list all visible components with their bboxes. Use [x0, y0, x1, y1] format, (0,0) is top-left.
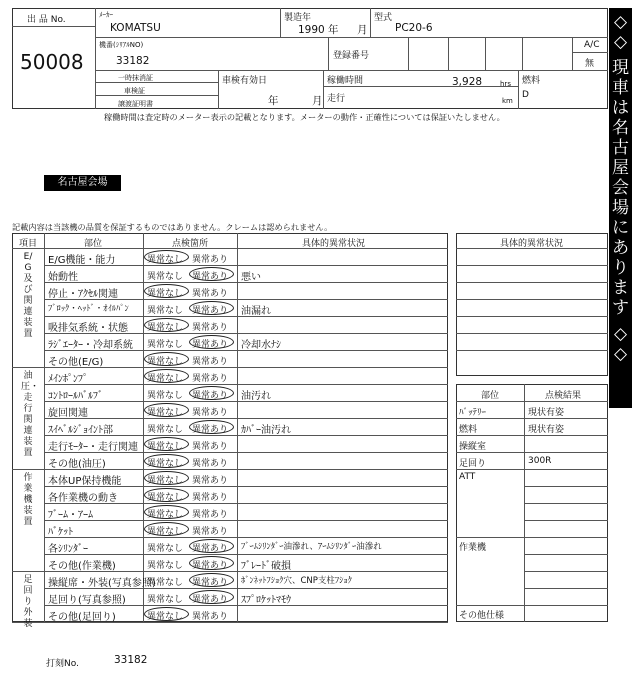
option-ok[interactable]: 異常なし	[147, 289, 184, 299]
selected-mark	[189, 590, 234, 604]
part-label: その他(油圧)	[48, 459, 106, 470]
option-ok[interactable]: 異常なし	[147, 374, 184, 384]
part-label: ｺﾝﾄﾛｰﾙﾊﾞﾙﾌﾞ	[48, 391, 103, 402]
side-row-part: ﾊﾞｯﾃﾘｰ	[459, 408, 487, 418]
group-label: 足回り外装	[23, 575, 33, 629]
part-label: 操縦席・外装(写真参照)	[48, 578, 156, 589]
reg-label: 登録番号	[333, 51, 370, 61]
option-ng[interactable]: 異常あり	[192, 255, 229, 265]
option-ng[interactable]: 異常あり	[192, 323, 229, 333]
option-ng[interactable]: 異常あり	[192, 476, 229, 486]
part-label: 各ｼﾘﾝﾀﾞｰ	[48, 544, 88, 555]
banner-char: 屋	[612, 158, 629, 178]
inspect-label: 車検有効日	[222, 76, 268, 86]
side-other-label: その他仕様	[459, 611, 505, 621]
banner-char: す	[612, 298, 629, 318]
banner-char: あ	[612, 238, 629, 258]
selected-mark	[189, 301, 234, 315]
selected-mark	[189, 386, 234, 400]
selected-mark	[144, 250, 189, 264]
selected-mark	[189, 335, 234, 349]
option-ok[interactable]: 異常なし	[147, 510, 184, 520]
side-col-part: 部位	[481, 391, 500, 401]
detail-text: 悪い	[241, 272, 261, 283]
option-ng[interactable]: 異常あり	[192, 374, 229, 384]
option-ok[interactable]: 異常なし	[147, 425, 184, 435]
hours-value: 3,928	[452, 76, 483, 88]
option-ng[interactable]: 異常あり	[192, 578, 229, 588]
inspect-year-unit: 年	[268, 95, 279, 107]
banner-char: 車	[612, 78, 629, 98]
travel-label: 走行	[327, 94, 346, 104]
option-ok[interactable]: 異常なし	[147, 255, 184, 265]
part-label: E/G機能・能力	[48, 255, 116, 266]
year-month-unit: 月	[357, 24, 368, 36]
side-row-result: 現状有姿	[528, 425, 565, 435]
option-ng[interactable]: 異常あり	[192, 493, 229, 503]
banner-char: は	[612, 98, 629, 118]
fuel-label: 燃料	[522, 76, 541, 86]
part-label: 足回り(写真参照)	[48, 595, 126, 606]
option-ok[interactable]: 異常なし	[147, 476, 184, 486]
part-label: その他(足回り)	[48, 612, 116, 623]
detail-text: ﾎﾞﾝﾈｯﾄﾌｼｮｸ穴、CNP支柱ﾌｼｮｸ	[241, 576, 352, 586]
side-row-part: 足回り	[459, 459, 487, 469]
model-label: 型式	[374, 13, 393, 23]
selected-mark	[144, 352, 189, 366]
selected-mark	[189, 556, 234, 570]
option-ok[interactable]: 異常なし	[147, 323, 184, 333]
banner-char: 会	[612, 178, 629, 198]
detail-text: 冷却水ﾅｼ	[241, 340, 281, 351]
selected-mark	[144, 437, 189, 451]
side-row-part: 操縦室	[459, 442, 487, 452]
detail-text: ｽﾌﾟﾛｹｯﾄﾏﾓｳ	[241, 595, 291, 606]
detail-text: 油汚れ	[241, 391, 271, 402]
side-row-result: 300R	[528, 456, 552, 466]
option-ok[interactable]: 異常なし	[147, 578, 184, 588]
km-unit: km	[502, 97, 513, 105]
ac-value: 無	[585, 59, 595, 69]
selected-mark	[189, 267, 234, 281]
option-ng[interactable]: 異常あり	[192, 272, 229, 282]
fuel-value: D	[522, 90, 529, 100]
stamp-label: 打刻No.	[46, 659, 79, 669]
banner-char: 現	[612, 58, 629, 78]
side-detail-header: 具体的異常状況	[500, 239, 564, 249]
option-ok[interactable]: 異常なし	[147, 391, 184, 401]
side-row-result: 現状有姿	[528, 408, 565, 418]
option-ok[interactable]: 異常なし	[147, 595, 184, 605]
part-label: 各作業機の動き	[48, 493, 118, 504]
part-label: 始動性	[48, 272, 78, 283]
option-ok[interactable]: 異常なし	[147, 272, 184, 282]
col-item-header: 項目	[19, 239, 38, 249]
hours-note: 稼働時間は査定時のメーター表示の記載となります。メーターの動作・正確性については保証いたしません。	[104, 112, 505, 122]
model-value: PC20-6	[395, 22, 433, 34]
option-ng[interactable]: 異常あり	[192, 561, 229, 571]
banner-char: ◇	[613, 344, 628, 364]
selected-mark	[144, 369, 189, 383]
maker-label: ﾒｰｶｰ	[99, 11, 113, 19]
detail-text: ｶﾊﾞｰ油汚れ	[241, 425, 291, 436]
serial-label: 機番(ｼﾘｱﾙNO)	[99, 41, 144, 49]
option-ng[interactable]: 異常あり	[192, 510, 229, 520]
option-ng[interactable]: 異常あり	[192, 442, 229, 452]
side-col-result: 点検結果	[545, 391, 582, 401]
banner-char: 場	[612, 198, 629, 218]
option-ok[interactable]: 異常なし	[147, 561, 184, 571]
option-ng[interactable]: 異常あり	[192, 459, 229, 469]
year-value: 1990 年	[298, 24, 339, 36]
option-ok[interactable]: 異常なし	[147, 340, 184, 350]
banner-char: 古	[612, 138, 629, 158]
hours-unit: hrs	[500, 80, 511, 88]
lot-number: 50008	[20, 50, 84, 74]
option-ng[interactable]: 異常あり	[192, 306, 229, 316]
part-label: ｽｲﾍﾞﾙｼﾞｮｲﾝﾄ部	[48, 425, 113, 436]
option-ok[interactable]: 異常なし	[147, 612, 184, 622]
selected-mark	[189, 420, 234, 434]
part-label: ﾌﾞｰﾑ・ｱｰﾑ	[48, 510, 93, 521]
option-ok[interactable]: 異常なし	[147, 493, 184, 503]
option-ok[interactable]: 異常なし	[147, 408, 184, 418]
inspect-month-unit: 月	[312, 95, 323, 107]
cert-inspection: 車検証	[124, 87, 145, 95]
option-ng[interactable]: 異常あり	[192, 527, 229, 537]
detail-text: ﾌﾞﾚｰﾄﾞ破損	[241, 561, 291, 572]
selected-mark	[144, 403, 189, 417]
part-label: 走行ﾓｰﾀｰ・走行関連	[48, 442, 138, 453]
serial-value: 33182	[116, 55, 150, 67]
group-label: 油圧・走行関連装置	[21, 371, 40, 458]
selected-mark	[144, 488, 189, 502]
part-label: 停止・ｱｸｾﾙ関連	[48, 289, 118, 300]
option-ok[interactable]: 異常なし	[147, 459, 184, 469]
banner-char: り	[612, 258, 629, 278]
option-ok[interactable]: 異常なし	[147, 527, 184, 537]
part-label: その他(E/G)	[48, 357, 104, 368]
option-ng[interactable]: 異常あり	[192, 595, 229, 605]
year-label: 製造年	[284, 13, 312, 23]
option-ng[interactable]: 異常あり	[192, 544, 229, 554]
side-att-label: ATT	[459, 472, 476, 482]
part-label: 本体UP保持機能	[48, 476, 122, 487]
part-label: 吸排気系統・状態	[48, 323, 128, 334]
option-ok[interactable]: 異常なし	[147, 442, 184, 452]
part-label: ﾗｼﾞｴｰﾀｰ・冷却系統	[48, 340, 133, 351]
banner-char: ◇	[613, 12, 628, 32]
selected-mark	[144, 505, 189, 519]
maker-value: KOMATSU	[110, 22, 161, 34]
selected-mark	[189, 573, 234, 587]
option-ok[interactable]: 異常なし	[147, 306, 184, 316]
col-check-header: 点検箇所	[172, 239, 209, 249]
location-tag: 名古屋会場	[44, 175, 121, 191]
cert-transfer: 譲渡証明書	[118, 100, 153, 108]
selected-mark	[189, 539, 234, 553]
option-ng[interactable]: 異常あり	[192, 340, 229, 350]
part-label: ﾒｲﾝﾎﾟﾝﾌﾟ	[48, 374, 88, 385]
selected-mark	[144, 522, 189, 536]
selected-mark	[144, 454, 189, 468]
banner-char: に	[612, 218, 629, 238]
location-banner	[609, 8, 632, 408]
banner-char: ◇	[613, 32, 628, 52]
lot-label: 出 品 No.	[27, 15, 66, 25]
banner-char: ま	[612, 278, 629, 298]
detail-text: ﾌﾞｰﾑｼﾘﾝﾀﾞｰ油滲れ、ｱｰﾑｼﾘﾝﾀﾞｰ油滲れ	[241, 542, 382, 552]
detail-text: 油漏れ	[241, 306, 271, 317]
selected-mark	[144, 284, 189, 298]
option-ng[interactable]: 異常あり	[192, 425, 229, 435]
option-ng[interactable]: 異常あり	[192, 289, 229, 299]
banner-char: ◇	[613, 324, 628, 344]
part-label: 旋回関連	[48, 408, 88, 419]
option-ng[interactable]: 異常あり	[192, 408, 229, 418]
col-part-header: 部位	[84, 239, 103, 249]
banner-char: 名	[612, 118, 629, 138]
selected-mark	[144, 471, 189, 485]
option-ok[interactable]: 異常なし	[147, 544, 184, 554]
group-label: E/G及び関連装置	[23, 252, 33, 339]
part-label: その他(作業機)	[48, 561, 116, 572]
disclaimer: 記載内容は当該機の品質を保証するものではありません。クレームは認められません。	[12, 222, 333, 232]
hours-label: 稼働時間	[327, 76, 364, 86]
col-detail-header: 具体的異常状況	[302, 239, 366, 249]
stamp-value: 33182	[114, 654, 148, 666]
detail-side-table	[456, 233, 608, 376]
option-ok[interactable]: 異常なし	[147, 357, 184, 367]
selected-mark	[144, 318, 189, 332]
part-label: ﾊﾞｹｯﾄ	[48, 527, 73, 538]
ac-label: A/C	[584, 40, 600, 50]
selected-mark	[144, 607, 189, 621]
part-label: ﾌﾞﾛｯｸ・ﾍｯﾄﾞ・ｵｲﾙﾊﾟﾝ	[48, 304, 129, 314]
option-ng[interactable]: 異常あり	[192, 357, 229, 367]
side-work-label: 作業機	[459, 543, 487, 553]
option-ng[interactable]: 異常あり	[192, 391, 229, 401]
side-row-part: 燃料	[459, 425, 478, 435]
option-ng[interactable]: 異常あり	[192, 612, 229, 622]
group-label: 作業機装置	[23, 473, 33, 527]
cert-temp-cancel: 一時抹消証	[118, 74, 153, 82]
